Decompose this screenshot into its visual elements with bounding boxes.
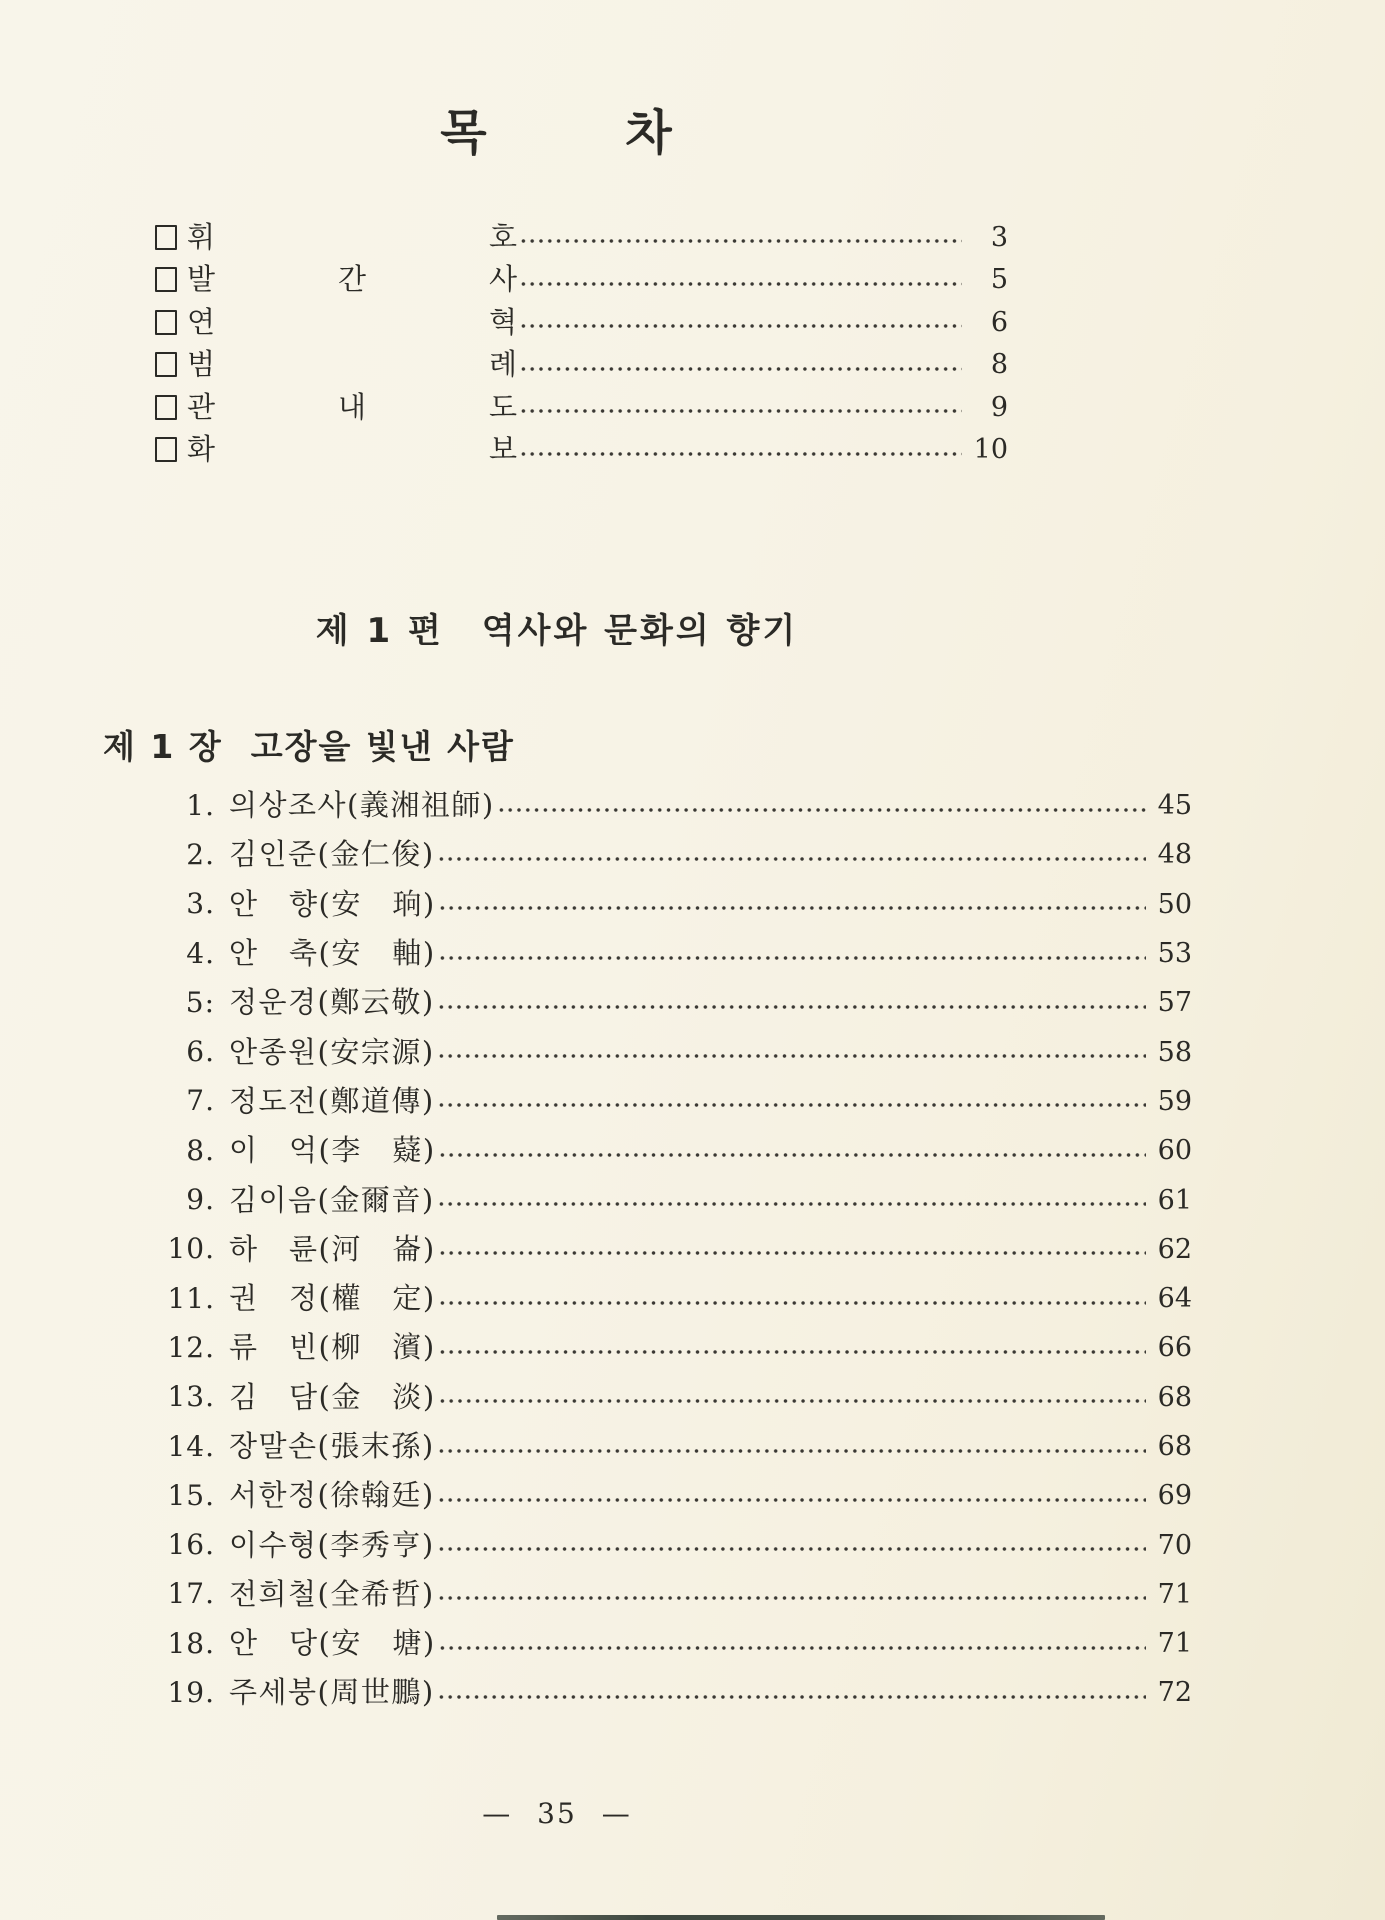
entry-name: 이 억(李 薿) — [229, 1133, 436, 1168]
page-number: 8 — [990, 349, 1008, 381]
dot-leader — [517, 239, 962, 243]
entry-name: 김이음(金爾音) — [229, 1182, 435, 1217]
page-number: 61 — [1157, 1184, 1192, 1216]
front-matter-row — [155, 344, 1008, 387]
page-number: 60 — [1157, 1135, 1192, 1167]
entry-name: 의상조사(義湘祖師) — [229, 788, 495, 823]
page-number: 70 — [1157, 1529, 1192, 1561]
page-number: 45 — [1157, 790, 1192, 822]
dot-leader — [435, 1695, 1146, 1699]
page-number: 5 — [990, 264, 1008, 296]
front-matter-label-char: 휘 — [187, 219, 216, 254]
dot-leader — [436, 906, 1146, 910]
entry-name: 안 향(安 珦) — [229, 886, 436, 921]
toc-entry-row — [105, 1027, 1192, 1076]
dot-leader — [435, 1596, 1146, 1600]
dot-leader — [436, 1251, 1146, 1255]
toc-entry-row — [105, 1570, 1192, 1619]
dot-leader — [436, 1153, 1146, 1157]
dot-leader — [435, 1054, 1146, 1058]
checkbox-icon — [155, 310, 177, 335]
page-number: 66 — [1157, 1332, 1192, 1364]
toc-entry-row — [105, 978, 1192, 1027]
entry-number: 17. — [167, 1577, 215, 1611]
entry-number: 13. — [167, 1380, 215, 1414]
chapter-heading — [103, 721, 515, 768]
front-matter-label-char: 사 — [488, 262, 517, 297]
page-number: 53 — [1157, 938, 1192, 970]
chapter-entry-list — [105, 781, 1192, 1718]
part-number: 제 1 편 — [315, 611, 444, 651]
toc-entry-row — [105, 1668, 1192, 1717]
entry-name: 주세붕(周世鵬) — [229, 1675, 435, 1710]
entry-name: 안종원(安宗源) — [229, 1034, 435, 1069]
checkbox-icon — [155, 395, 177, 420]
toc-entry-row — [105, 830, 1192, 879]
page-number: 6 — [990, 306, 1008, 338]
page-number: 10 — [973, 434, 1008, 466]
dot-leader — [436, 1301, 1146, 1305]
toc-entry-row — [105, 1175, 1192, 1224]
front-matter-label-char: 범 — [187, 347, 216, 382]
front-matter-label-char: 혁 — [488, 304, 517, 339]
entry-name: 정운경(鄭云敬) — [229, 985, 435, 1020]
front-matter-label — [187, 389, 517, 424]
entry-name: 권 정(權 定) — [229, 1281, 436, 1316]
entry-number: 6. — [186, 1035, 215, 1069]
entry-number: 9. — [186, 1183, 215, 1217]
toc-entry-row — [105, 1126, 1192, 1175]
dot-leader — [435, 1547, 1146, 1551]
dot-leader — [517, 452, 962, 456]
dot-leader — [435, 1449, 1146, 1453]
entry-number: 14. — [167, 1429, 215, 1463]
entry-name: 류 빈(柳 濱) — [229, 1330, 436, 1365]
front-matter-list — [155, 216, 1008, 471]
front-matter-label-char: 발 — [187, 262, 216, 297]
scan-edge-artifact — [497, 1915, 1105, 1920]
toc-entry-row — [105, 1225, 1192, 1274]
page-number: 58 — [1157, 1036, 1192, 1068]
front-matter-label — [187, 304, 517, 339]
page-number: 71 — [1157, 1578, 1192, 1610]
front-matter-label-char: 례 — [488, 347, 517, 382]
chapter-number: 제 1 장 — [103, 727, 223, 766]
front-matter-label-char: 관 — [187, 389, 216, 424]
toc-entry-row — [105, 1422, 1192, 1471]
entry-number: 7. — [186, 1084, 215, 1118]
entry-number: 5: — [185, 985, 215, 1019]
entry-number: 8. — [186, 1133, 215, 1167]
entry-number: 1. — [186, 788, 215, 822]
dot-leader — [517, 409, 962, 413]
checkbox-icon — [155, 225, 177, 250]
page-number: 69 — [1157, 1480, 1192, 1512]
entry-number: 16. — [167, 1528, 215, 1562]
page-number: 59 — [1157, 1085, 1192, 1117]
checkbox-icon — [155, 267, 177, 292]
footer-page-number: — 35 — — [482, 1797, 632, 1830]
toc-entry-row — [105, 880, 1192, 929]
dot-leader — [495, 808, 1146, 812]
toc-entry-row — [105, 1077, 1192, 1126]
front-matter-row — [155, 429, 1008, 472]
checkbox-icon — [155, 437, 177, 462]
entry-name: 장말손(張末孫) — [229, 1429, 435, 1463]
dot-leader — [436, 1399, 1146, 1403]
chapter-title: 고장을 빛낸 사람 — [250, 727, 515, 766]
page-number: 50 — [1157, 888, 1192, 920]
front-matter-label — [187, 347, 517, 382]
front-matter-row — [155, 301, 1008, 344]
front-matter-label-char: 내 — [337, 389, 366, 424]
entry-name: 전희철(全希哲) — [229, 1576, 435, 1611]
toc-entry-row — [105, 781, 1192, 830]
front-matter-row — [155, 259, 1008, 302]
page-number: 48 — [1157, 839, 1192, 871]
toc-entry-row — [105, 1619, 1192, 1668]
page-number: 68 — [1157, 1431, 1192, 1462]
toc-entry-row — [105, 1520, 1192, 1569]
toc-entry-row — [105, 929, 1192, 978]
page-number: 64 — [1157, 1283, 1192, 1315]
part-heading — [0, 603, 1114, 652]
front-matter-label — [187, 262, 517, 297]
front-matter-label-char: 도 — [488, 389, 517, 424]
page-title: 목 차 — [440, 105, 674, 161]
page-number: 68 — [1157, 1381, 1192, 1413]
entry-number: 4. — [186, 936, 215, 970]
dot-leader — [435, 1103, 1146, 1107]
page-number: 57 — [1157, 987, 1192, 1019]
dot-leader — [435, 1498, 1146, 1502]
dot-leader — [436, 1350, 1146, 1354]
dot-leader — [517, 324, 962, 328]
page-number: 71 — [1157, 1628, 1192, 1660]
toc-entry-row — [105, 1471, 1192, 1520]
entry-name: 서한정(徐翰廷) — [229, 1478, 435, 1513]
entry-number: 2. — [186, 837, 215, 871]
front-matter-row — [155, 216, 1008, 259]
front-matter-label-char: 보 — [488, 432, 517, 467]
front-matter-label-char: 화 — [187, 432, 216, 467]
page-number: 72 — [1157, 1677, 1192, 1709]
toc-entry-row — [105, 1373, 1192, 1422]
dot-leader — [435, 1202, 1146, 1206]
dot-leader — [436, 956, 1146, 960]
entry-number: 18. — [167, 1626, 215, 1660]
page-number: 3 — [990, 221, 1008, 253]
entry-name: 안 당(安 塘) — [229, 1626, 436, 1661]
checkbox-icon — [155, 352, 177, 377]
entry-number: 11. — [167, 1281, 215, 1315]
entry-number: 10. — [167, 1232, 215, 1266]
toc-entry-row — [105, 1274, 1192, 1323]
front-matter-label — [187, 219, 517, 254]
entry-name: 이수형(李秀亨) — [229, 1527, 435, 1562]
entry-name: 김인준(金仁俊) — [229, 837, 435, 872]
entry-number: 12. — [167, 1330, 215, 1364]
part-title: 역사와 문화의 향기 — [481, 611, 799, 651]
entry-number: 19. — [167, 1675, 215, 1709]
dot-leader — [435, 1005, 1146, 1009]
entry-name: 김 담(金 淡) — [229, 1379, 436, 1414]
dot-leader — [435, 857, 1146, 861]
entry-number: 15. — [167, 1478, 215, 1512]
front-matter-label-char: 호 — [488, 219, 517, 254]
dot-leader — [436, 1646, 1146, 1650]
page-number: 9 — [990, 391, 1008, 423]
entry-name: 정도전(鄭道傳) — [229, 1083, 435, 1118]
entry-name: 하 륜(河 崙) — [229, 1231, 436, 1266]
entry-name: 안 축(安 軸) — [229, 936, 436, 971]
dot-leader — [517, 367, 962, 371]
front-matter-label-char: 연 — [187, 304, 216, 339]
front-matter-label-char: 간 — [337, 262, 366, 297]
entry-number: 3. — [186, 887, 215, 921]
toc-entry-row — [105, 1323, 1192, 1372]
page-number: 62 — [1157, 1233, 1192, 1265]
front-matter-row — [155, 386, 1008, 429]
front-matter-label — [187, 432, 517, 467]
dot-leader — [517, 282, 962, 286]
